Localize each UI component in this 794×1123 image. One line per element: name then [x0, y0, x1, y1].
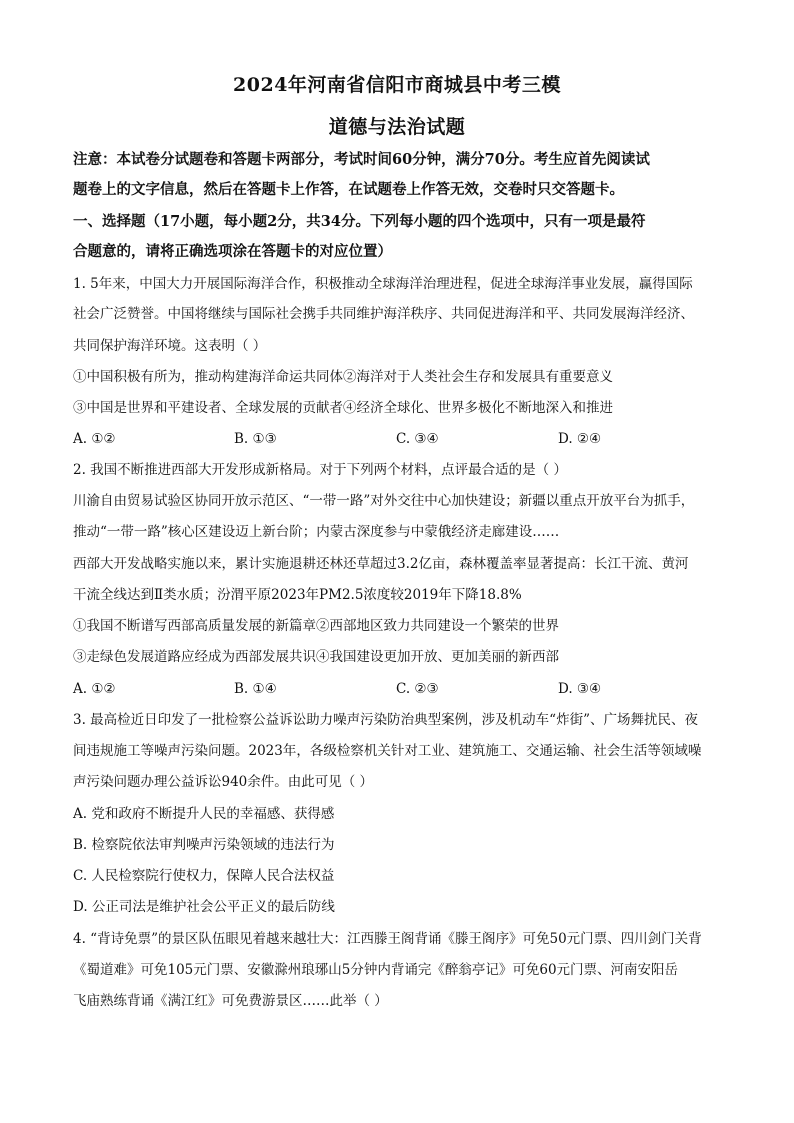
section-heading: 一、选择题（17小题，每小题2分，共34分。下列每小题的四个选项中，只有一项是最符: [73, 213, 646, 230]
exam-subtitle: 道德与法治试题: [328, 116, 466, 138]
question-3-text: 3. 最高检近日印发了一批检察公益诉讼助力噪声污染防治典型案例，涉及机动车“炸街”、广场舞扰民、夜: [73, 712, 698, 728]
question-3-text: 间违规施工等噪声污染问题。2023年，各级检察机关针对工业、建筑施工、交通运输、社会生活等领域噪: [73, 743, 702, 759]
question-1-statement: ③中国是世界和平建设者、全球发展的贡献者④经济全球化、世界多极化不断地深入和推进: [73, 400, 613, 416]
exam-title: 2024年河南省信阳市商城县中考三模: [233, 74, 561, 96]
question-1-option-c: C. ③④: [396, 431, 439, 447]
question-1-text: 社会广泛赞誉。中国将继续与国际社会携手共同维护海洋秩序、共同促进海洋和平、共同发展海洋经济、: [73, 306, 694, 322]
question-2-material: 推动“一带一路”核心区建设迈上新台阶；内蒙古深度参与中蒙俄经济走廊建设……: [73, 524, 560, 540]
question-3-option-a: A. 党和政府不断提升人民的幸福感、获得感: [73, 806, 335, 822]
question-1-option-a: A. ①②: [73, 431, 116, 447]
question-1-text: 1. 5年来，中国大力开展国际海洋合作，积极推动全球海洋治理进程，促进全球海洋事业发展，赢得国际: [73, 276, 693, 292]
section-heading: 合题意的，请将正确选项涂在答题卡的对应位置）: [73, 243, 392, 260]
question-2-material: 西部大开发战略实施以来，累计实施退耕还林还草超过3.2亿亩，森林覆盖率显著提高：长江干流、黄河: [73, 556, 689, 572]
question-2-material: 干流全线达到Ⅱ类水质；汾渭平原2023年PM2.5浓度较2019年下降18.8%: [73, 587, 522, 603]
question-4-text: 《蜀道难》可免105元门票、安徽滁州琅琊山5分钟内背诵完《醉翁亭记》可免60元门票、河南安阳岳: [73, 962, 679, 978]
question-2-option-b: B. ①④: [234, 681, 277, 697]
question-2-statement: ①我国不断谱写西部高质量发展的新篇章②西部地区致力共同建设一个繁荣的世界: [73, 618, 559, 634]
question-1-text: 共同保护海洋环境。这表明（ ）: [73, 338, 267, 354]
question-4-text: 4. “背诗免票”的景区队伍眼见着越来越壮大：江西滕王阁背诵《滕王阁序》可免50元门票、四川剑门关背: [73, 931, 702, 947]
question-2-material: 川渝自由贸易试验区协同开放示范区、“一带一路”对外交往中心加快建设；新疆以重点开放平台为抓手，: [73, 493, 695, 509]
question-2-option-a: A. ①②: [73, 681, 116, 697]
question-2-option-c: C. ②③: [396, 681, 439, 697]
question-3-option-b: B. 检察院依法审判噪声污染领域的违法行为: [73, 837, 335, 853]
notice-line: 题卷上的文字信息，然后在答题卡上作答，在试题卷上作答无效，交卷时只交答题卡。: [73, 181, 624, 198]
question-1-option-b: B. ①③: [234, 431, 277, 447]
question-3-option-c: C. 人民检察院行使权力，保障人民合法权益: [73, 868, 335, 884]
question-4-text: 飞庙熟练背诵《满江红》可免费游景区……此举（ ）: [73, 993, 388, 1009]
question-2-option-d: D. ③④: [558, 681, 602, 697]
question-2-statement: ③走绿色发展道路应经成为西部发展共识④我国建设更加开放、更加美丽的新西部: [73, 649, 559, 665]
notice-line: 注意：本试卷分试题卷和答题卡两部分，考试时间60分钟，满分70分。考生应首先阅读试: [73, 151, 650, 168]
question-1-statement: ①中国积极有所为，推动构建海洋命运共同体②海洋对于人类社会生存和发展具有重要意义: [73, 369, 613, 385]
question-3-option-d: D. 公正司法是维护社会公平正义的最后防线: [73, 899, 335, 915]
question-1-option-d: D. ②④: [558, 431, 602, 447]
question-2-text: 2. 我国不断推进西部大开发形成新格局。对于下列两个材料，点评最合适的是（ ）: [73, 462, 567, 478]
question-3-text: 声污染问题办理公益诉讼940余件。由此可见（ ）: [73, 774, 374, 790]
